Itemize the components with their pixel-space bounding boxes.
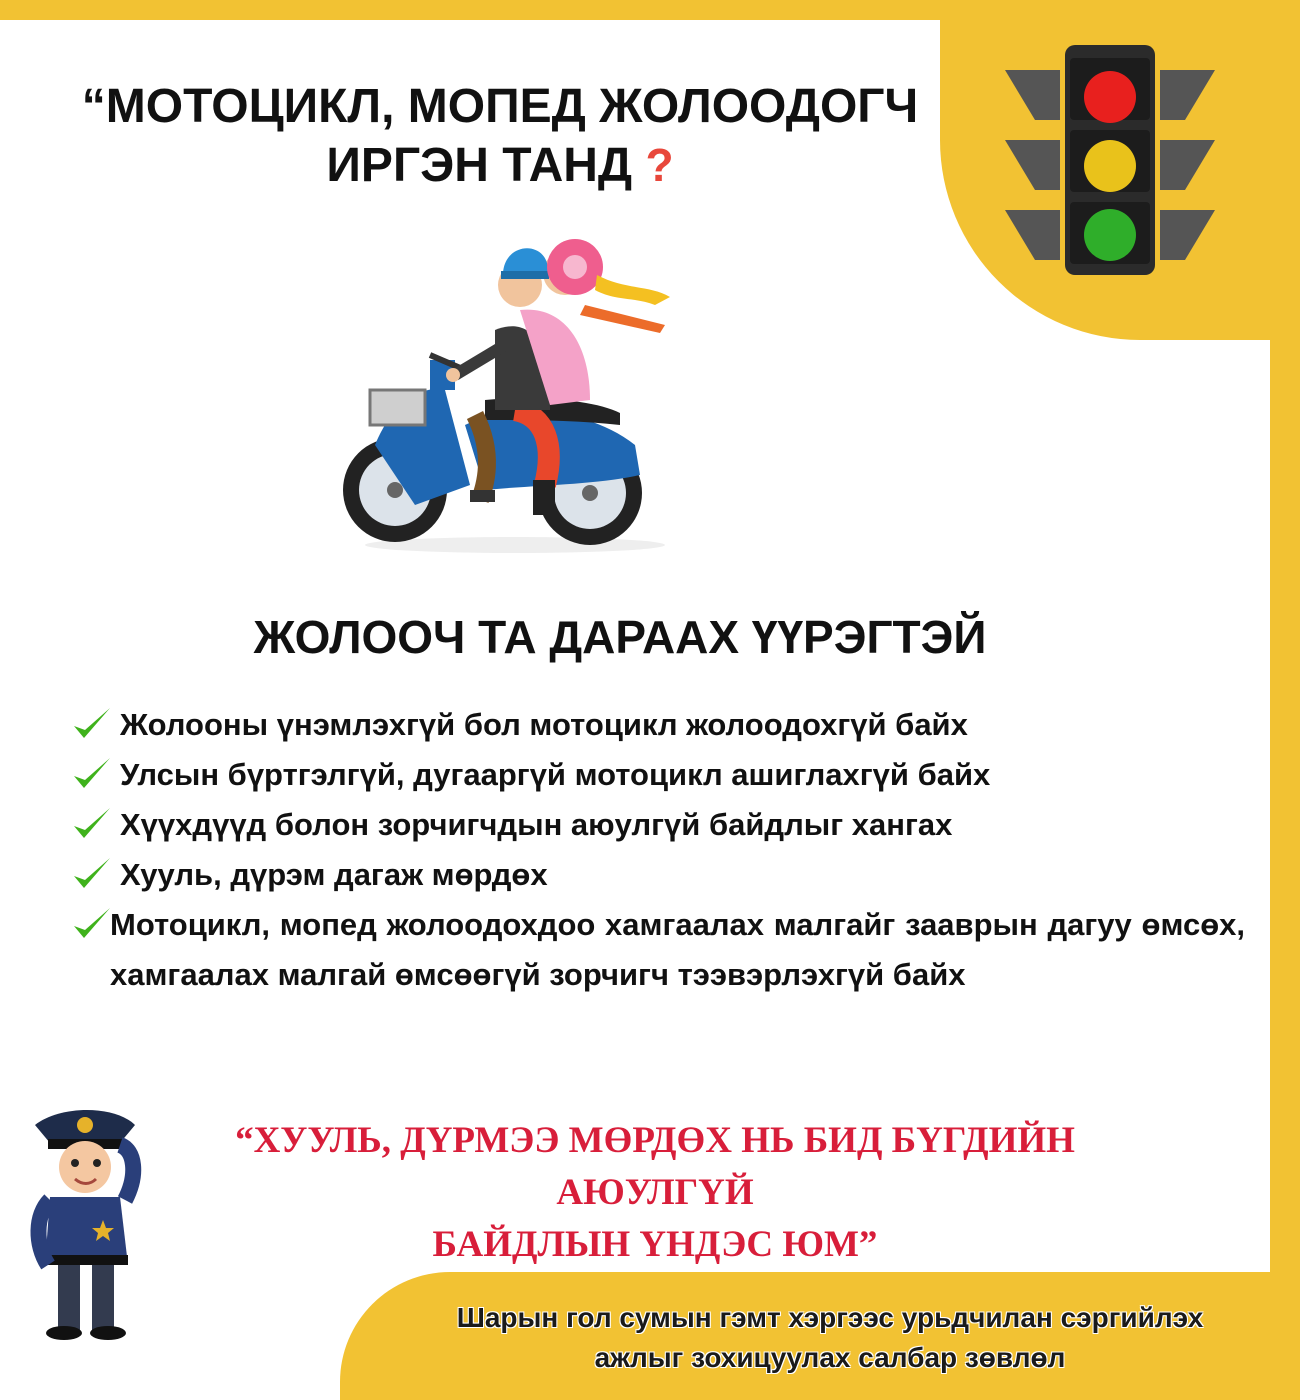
slogan xyxy=(150,1115,1160,1271)
title-line-1: “МОТОЦИКЛ, МОПЕД ЖОЛООДОГЧ xyxy=(81,80,919,133)
list-item xyxy=(70,700,1245,750)
footer-text xyxy=(380,1298,1280,1378)
list-item-text: Улсын бүртгэлгүй, дугааргүй мотоцикл ашиглахгүй байх xyxy=(120,757,991,792)
check-mark-icon xyxy=(70,904,114,944)
check-mark-icon xyxy=(70,804,114,844)
list-item-text: Хүүхдүүд болон зорчигчдын аюулгүй байдлыг хангах xyxy=(120,807,953,842)
slogan-line-2: БАЙДЛЫН ҮНДЭС ЮМ” xyxy=(432,1224,878,1265)
list-item xyxy=(70,800,1245,850)
check-mark-icon xyxy=(70,854,114,894)
footer-line-2: ажлыг зохицуулах салбар зөвлөл xyxy=(594,1342,1066,1373)
duties-list xyxy=(70,700,1245,1000)
motorcycle-riders-illustration xyxy=(335,235,685,560)
list-item xyxy=(70,850,1245,900)
list-item xyxy=(70,900,1245,1000)
question-mark-icon: ? xyxy=(645,139,674,191)
traffic-light-icon xyxy=(1000,40,1220,280)
slogan-line-1: “ХУУЛЬ, ДҮРМЭЭ МӨРДӨХ НЬ БИД БҮГДИЙН АЮУЛГҮЙ xyxy=(235,1120,1075,1213)
check-mark-icon xyxy=(70,704,114,744)
title-line-2: ИРГЭН ТАНД xyxy=(326,139,633,192)
check-mark-icon xyxy=(70,754,114,794)
police-officer-illustration xyxy=(20,1105,155,1345)
page-title xyxy=(40,78,960,195)
duties-heading: ЖОЛООЧ ТА ДАРААХ ҮҮРЭГТЭЙ xyxy=(253,611,987,663)
footer-line-1: Шарын гол сумын гэмт хэргээс урьдчилан сэргийлэх xyxy=(456,1302,1204,1333)
list-item xyxy=(70,750,1245,800)
list-item-text: Жолооны үнэмлэхгүй бол мотоцикл жолоодохгүй байх xyxy=(120,707,968,742)
list-item-text: Мотоцикл, мопед жолоодохдоо хамгаалах малгайг зааврын дагуу өмсөх, хамгаалах малгай өмсөөгүй зорчигч тээвэрлэхгүй байх xyxy=(110,907,1245,992)
list-item-text: Хууль, дүрэм дагаж мөрдөх xyxy=(120,857,548,892)
